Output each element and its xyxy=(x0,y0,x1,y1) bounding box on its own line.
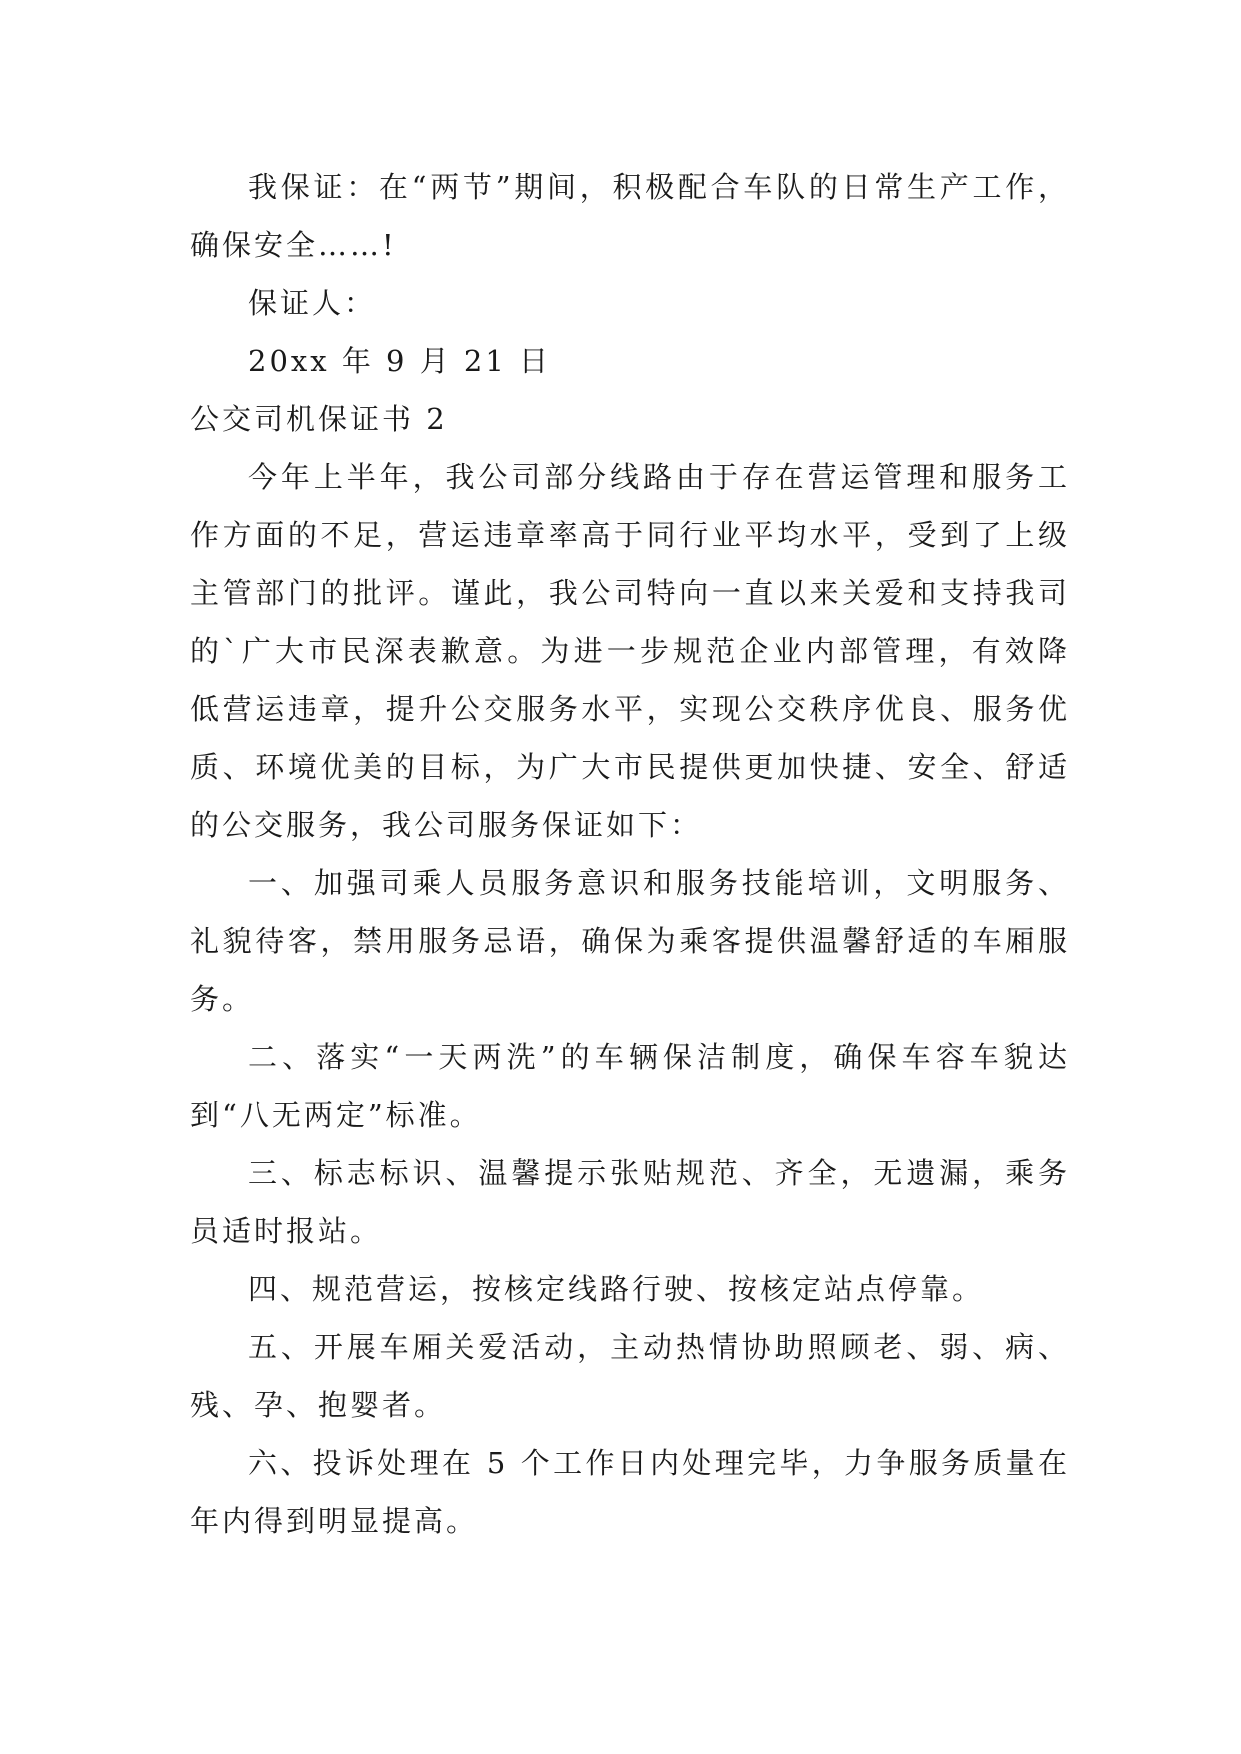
body-paragraph-item-2: 二、落实“一天两洗”的车辆保洁制度，确保车容车貌达到“八无两定”标准。 xyxy=(190,1040,1070,1132)
document-body xyxy=(190,158,1070,1550)
section-title: 公交司机保证书 2 xyxy=(190,402,448,436)
pledge-paragraph: 我保证：在“两节”期间，积极配合车队的日常生产工作，确保安全……! xyxy=(190,170,1070,262)
body-paragraph-item-3: 三、标志标识、温馨提示张贴规范、齐全，无遗漏，乘务员适时报站。 xyxy=(190,1156,1070,1248)
date-line: 20xx 年 9 月 21 日 xyxy=(248,344,552,378)
signer-label: 保证人： xyxy=(248,286,377,320)
body-paragraph-intro: 今年上半年，我公司部分线路由于存在营运管理和服务工作方面的不足，营运违章率高于同行业平均水平，受到了上级主管部门的批评。谨此，我公司特向一直以来关爱和支持我司的`广大市民深表歉意。为进一步规范企业内部管理，有效降低营运违章，提升公交服务水平，实现公交秩序优良、服务优质、环境优美的目标，为广大市民提供更加快捷、安全、舒适的公交服务，我公司服务保证如下： xyxy=(190,460,1070,842)
body-paragraph-item-5: 五、开展车厢关爱活动，主动热情协助照顾老、弱、病、残、孕、抱婴者。 xyxy=(190,1330,1070,1422)
body-paragraph-item-1: 一、加强司乘人员服务意识和服务技能培训，文明服务、礼貌待客，禁用服务忌语，确保为乘客提供温馨舒适的车厢服务。 xyxy=(190,866,1070,1016)
body-paragraph-item-6: 六、投诉处理在 5 个工作日内处理完毕，力争服务质量在年内得到明显提高。 xyxy=(190,1446,1070,1538)
body-paragraph-item-4: 四、规范营运，按核定线路行驶、按核定站点停靠。 xyxy=(248,1272,985,1306)
